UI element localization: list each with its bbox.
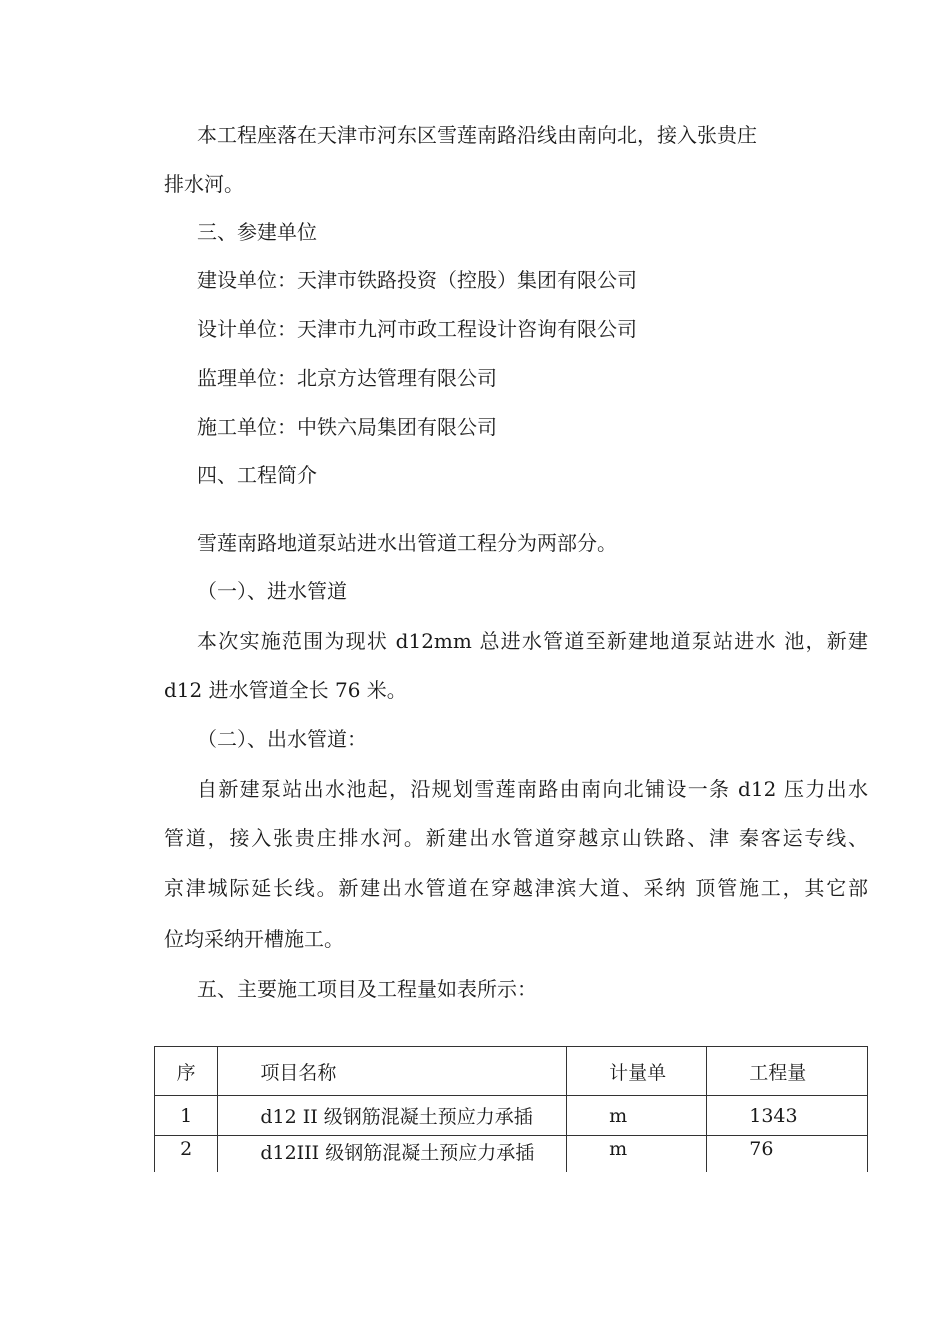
table-header-row — [155, 1047, 868, 1096]
table-row — [155, 1096, 868, 1136]
header-quantity: 工程量 — [707, 1047, 868, 1096]
row-unit: m — [567, 1136, 707, 1173]
section-heading-quantities: 五、主要施工项目及工程量如表所示： — [197, 977, 537, 1001]
quantities-table — [154, 1046, 868, 1172]
header-no: 序 — [155, 1047, 218, 1096]
paragraph-location-line1: 本工程座落在天津市河东区雪莲南路沿线由南向北，接入张贵庄 — [197, 123, 757, 147]
inlet-paragraph-line2: d12 进水管道全长 76 米。 — [164, 678, 407, 702]
designer-unit: 设计单位：天津市九河市政工程设计咨询有限公司 — [197, 317, 637, 341]
subheading-outlet-pipe: （二）、出水管道： — [197, 727, 367, 751]
header-unit: 计量单 — [567, 1047, 707, 1096]
header-item-name: 项目名称 — [218, 1047, 567, 1096]
row-no: 2 — [155, 1136, 218, 1173]
row-item-name: d12 II 级钢筋混凝土预应力承插 — [218, 1096, 567, 1136]
row-unit: m — [567, 1096, 707, 1136]
overview-intro: 雪莲南路地道泵站进水出管道工程分为两部分。 — [197, 531, 617, 555]
outlet-paragraph-line3: 京津城际延长线。新建出水管道在穿越津滨大道、采纳 顶管施工，其它部 — [164, 876, 868, 900]
outlet-paragraph-line1: 自新建泵站出水池起，沿规划雪莲南路由南向北铺设一条 d12 压力出水 — [197, 777, 868, 801]
row-item-name: d12III 级钢筋混凝土预应力承插 — [218, 1136, 567, 1173]
row-no: 1 — [155, 1096, 218, 1136]
supervisor-unit: 监理单位：北京方达管理有限公司 — [197, 366, 497, 390]
row-quantity: 76 — [707, 1136, 868, 1173]
builder-unit: 建设单位：天津市铁路投资（控股）集团有限公司 — [197, 268, 637, 292]
outlet-paragraph-line4: 位均采纳开槽施工。 — [164, 927, 344, 951]
table-row — [155, 1136, 868, 1173]
paragraph-location-line2: 排水河。 — [164, 172, 244, 196]
section-heading-overview: 四、工程简介 — [197, 463, 317, 487]
inlet-paragraph-line1: 本次实施范围为现状 d12mm 总进水管道至新建地道泵站进水 池，新建 — [197, 629, 868, 653]
subheading-inlet-pipe: （一）、进水管道 — [197, 579, 347, 603]
contractor-unit: 施工单位：中铁六局集团有限公司 — [197, 415, 497, 439]
section-heading-participants: 三、参建单位 — [197, 220, 317, 244]
outlet-paragraph-line2: 管道，接入张贵庄排水河。新建出水管道穿越京山铁路、津 秦客运专线、 — [164, 826, 868, 850]
row-quantity: 1343 — [707, 1096, 868, 1136]
